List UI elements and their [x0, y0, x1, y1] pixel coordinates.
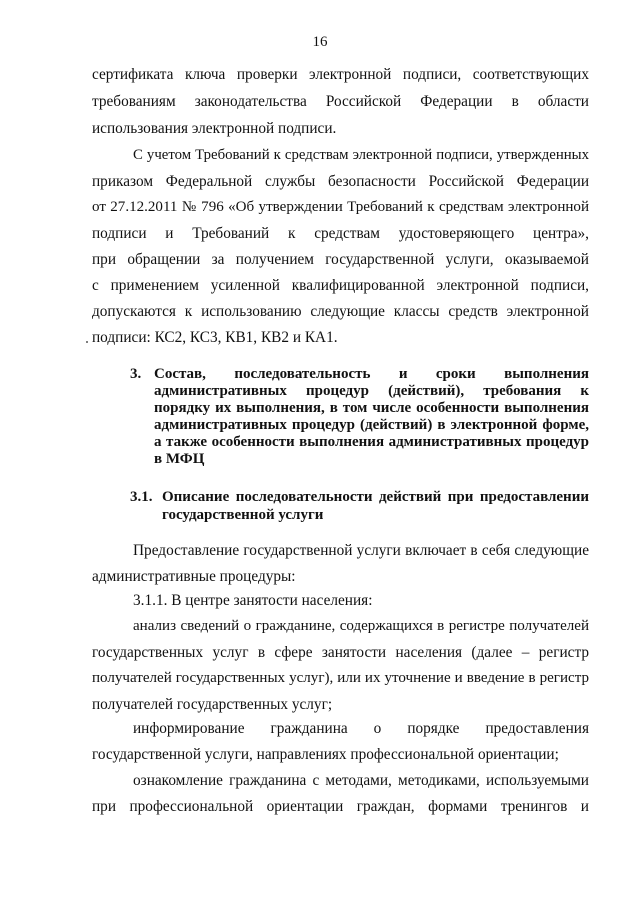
text-line: допускаются к использованию следующие классы средств электронной — [92, 303, 589, 320]
text-line: сертификата ключа проверки электронной подписи, соответствующих — [92, 66, 589, 83]
text-line: при обращении за получением государственной услуги, оказываемой — [92, 251, 589, 268]
text-line: 3.1.1. В центре занятости населения: — [133, 592, 373, 609]
text-line: Предоставление государственной услуги включает в себя следующие — [133, 542, 589, 559]
text-line: от 27.12.2011 № 796 «Об утверждении Требований к средствам электронной — [92, 199, 589, 215]
text-line: административные процедуры: — [92, 568, 296, 585]
text-line: государственных услуг в сфере занятости населения (далее – регистр — [92, 644, 589, 661]
section-number: 3.1. — [130, 489, 153, 505]
text-line: анализ сведений о гражданине, содержащихся в регистре получателей — [133, 618, 589, 634]
text-line: приказом Федеральной службы безопасности Российской Федерации — [92, 173, 589, 190]
text-line: С учетом Требований к средствам электронной подписи, утвержденных — [133, 147, 589, 163]
heading-line: порядку их выполнения, в том числе особенности выполнения — [154, 400, 589, 416]
text-line: получателей государственных услуг; — [92, 696, 333, 713]
scan-speck — [86, 341, 88, 343]
text-line: с применением усиленной квалифицированной электронной подписи, — [92, 277, 589, 294]
heading-line: государственной услуги — [162, 507, 324, 523]
section-number: 3. — [130, 366, 142, 382]
heading-line: административных процедур (действий), требования к — [154, 383, 589, 399]
heading-line: Состав, последовательность и сроки выполнения — [154, 366, 589, 382]
text-line: государственной услуги, направлениях профессиональной ориентации; — [92, 746, 559, 763]
text-line: ознакомление гражданина с методами, методиками, используемыми — [133, 772, 589, 789]
text-line: информирование гражданина о порядке предоставления — [133, 720, 589, 737]
heading-line: административных процедур (действий) в электронной форме, — [154, 417, 589, 433]
heading-line: Описание последовательности действий при предоставлении — [162, 489, 589, 505]
text-line: требованиям законодательства Российской Федерации в области — [92, 93, 589, 110]
text-line: подписи: КС2, КС3, КВ1, КВ2 и КА1. — [92, 329, 338, 346]
text-line: использования электронной подписи. — [92, 120, 337, 137]
text-line: подписи и Требований к средствам удостоверяющего центра», — [92, 225, 589, 242]
text-line: при профессиональной ориентации граждан, формами тренингов и — [92, 798, 589, 815]
heading-line: в МФЦ — [154, 451, 205, 467]
text-line: получателей государственных услуг), или их уточнение и введение в регистр — [92, 670, 589, 686]
heading-line: а также особенности выполнения административных процедур — [154, 434, 589, 450]
page-number: 16 — [312, 34, 328, 50]
